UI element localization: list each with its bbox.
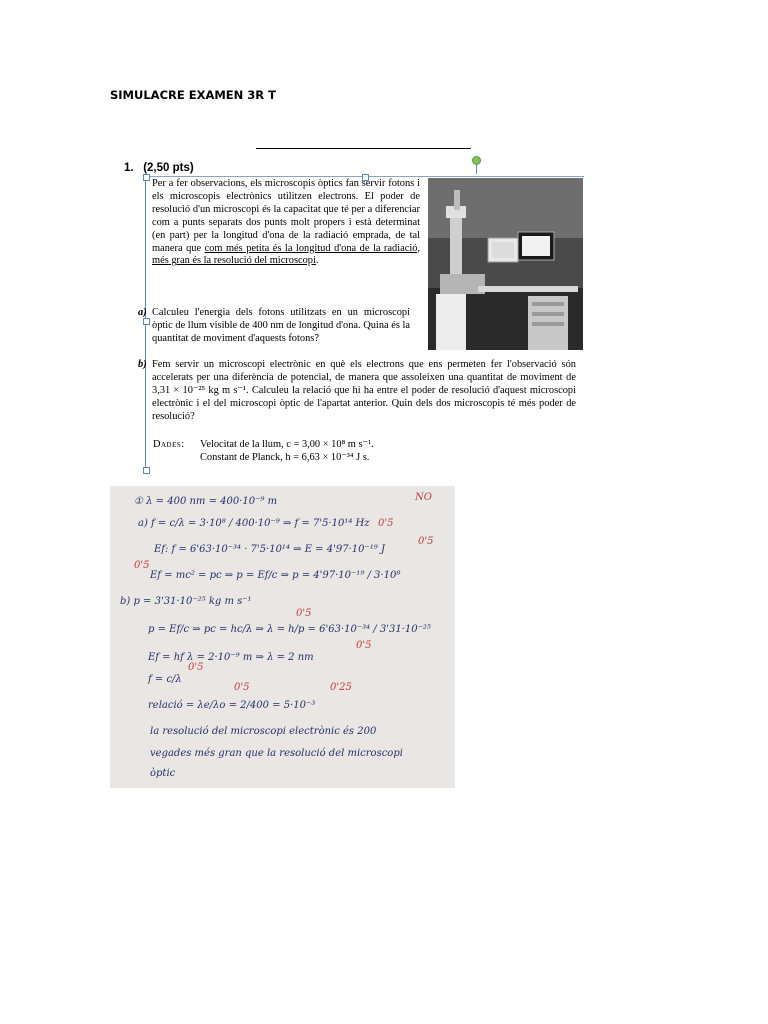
- microscope-photo: [428, 178, 583, 350]
- hw-line: relació = λe/λo = 2/400 = 5·10⁻³: [148, 700, 316, 711]
- item-a: [138, 307, 410, 346]
- hw-line: la resolució del microscopi electrònic és 200: [150, 726, 377, 737]
- hw-line: ① λ = 400 nm = 400·10⁻⁹ m: [134, 496, 278, 507]
- hw-line: vegades més gran que la resolució del microscopi: [150, 748, 403, 759]
- electron-microscope-image: [428, 178, 583, 350]
- document-title: SIMULACRE EXAMEN 3R T: [110, 88, 276, 102]
- resize-handle-bottom-left[interactable]: [143, 467, 150, 474]
- hw-line: f = c/λ: [148, 674, 182, 685]
- resize-handle-top-left[interactable]: [143, 174, 150, 181]
- data-planck-constant: Constant de Planck, h = 6,63 × 10⁻³⁴ J s.: [200, 452, 370, 463]
- hw-mark: 0'5: [378, 518, 394, 529]
- item-b-label: b): [138, 359, 147, 370]
- hw-mark: 0'5: [296, 608, 312, 619]
- hw-mark: 0'5: [134, 560, 150, 571]
- question-points: (2,50 pts): [143, 162, 194, 174]
- hw-mark: 0'5: [356, 640, 372, 651]
- hw-line: a) f = c/λ = 3·10⁸ / 400·10⁻⁹ ⇒ f = 7'5·10¹⁴ Hz: [138, 518, 370, 529]
- exam-question-image[interactable]: [110, 152, 584, 474]
- data-speed-of-light: Velocitat de la llum, c = 3,00 × 10⁸ m s⁻¹.: [200, 439, 374, 450]
- data-label: Dades:: [153, 439, 185, 450]
- question-number: 1.: [124, 162, 134, 174]
- intro-text: Per a fer observacions, els microscopis òptics fan servir fotons i els microscopis electrònics utilitzen electrons. El poder de resolució d'un microscopi és la capacitat que té per a diferenciar com a punts separats dos punts molt propers i està determinat (en part) per la longitud d'ona de la radiació emprada, de tal manera que: [152, 178, 420, 254]
- item-a-text: Calculeu l'energia dels fotons utilitzats en un microscopi òptic de llum visible de 400 nm de longitud d'ona. Quina és la quantitat de moviment d'aquests fotons?: [152, 307, 410, 344]
- item-b: [138, 359, 576, 424]
- hw-mark: NO: [415, 492, 432, 503]
- data-section: [153, 438, 374, 464]
- rotate-handle-line: [476, 164, 477, 174]
- hw-line: Ef: f = 6'63·10⁻³⁴ · 7'5·10¹⁴ ⇒ E = 4'97·10⁻¹⁹ J: [154, 544, 385, 555]
- item-b-text: Fem servir un microscopi electrònic en què els electrons que ens permeten fer l'observació són accelerats per una diferència de potencial, de manera que assoleixen una quantitat de moviment de 3,31 × 10⁻²⁵ kg m s⁻¹. Calculeu la relació que hi ha entre el poder de resolució d'aquest microscopi electrònic i el del microscopi òptic de l'apartat anterior. Quin dels dos microscopis té més poder de resolució?: [152, 359, 576, 422]
- hw-mark: 0'5: [234, 682, 250, 693]
- intro-underlined-text: com més petita és la longitud d'ona de la radiació, més gran és la resolució del microscopi: [152, 242, 420, 267]
- hw-mark: 0'25: [330, 682, 352, 693]
- hw-line: Ef = hf λ = 2·10⁻⁹ m ⇒ λ = 2 nm: [148, 652, 314, 663]
- hw-line: b) p = 3'31·10⁻²⁵ kg m s⁻¹: [120, 596, 252, 607]
- hw-mark: 0'5: [418, 536, 434, 547]
- hw-line: òptic: [150, 768, 176, 779]
- header-rule: [256, 148, 471, 149]
- intro-end: .: [315, 255, 319, 267]
- item-a-label: a): [138, 307, 147, 318]
- handwritten-answer-image: [110, 486, 455, 788]
- hw-mark: 0'5: [188, 662, 204, 673]
- question-intro: [152, 178, 420, 268]
- hw-line: p = Ef/c ⇒ pc = hc/λ ⇒ λ = h/p = 6'63·10⁻³⁴ / 3'31·10⁻²⁵: [148, 624, 431, 635]
- question-header: [124, 162, 194, 174]
- hw-line: Ef = mc² = pc ⇒ p = Ef/c ⇒ p = 4'97·10⁻¹⁹ / 3·10⁸: [150, 570, 401, 581]
